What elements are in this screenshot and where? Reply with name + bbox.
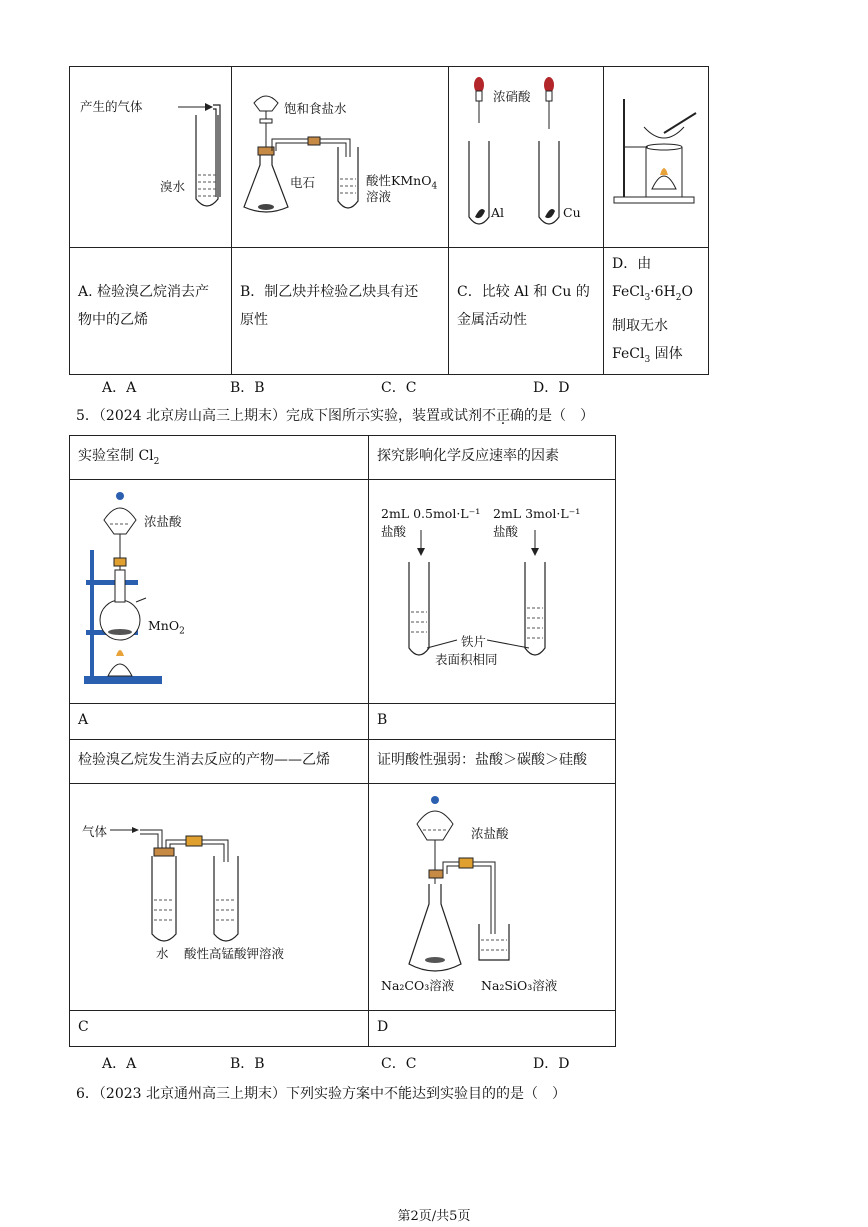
na2co3-label: Na₂CO₃溶液 <box>381 978 455 993</box>
q5-image-d <box>369 784 616 1011</box>
gas-c-label: 气体 <box>82 824 108 839</box>
q6-stem: 6．（2023 北京通州高三上期末）下列实验方案中不能达到实验目的的是（ ） <box>76 1086 566 1102</box>
left-conc-label: 2mL 0.5mol·L⁻¹ <box>381 506 481 521</box>
q5-title-d: 证明酸性强弱：盐酸＞碳酸＞硅酸 <box>369 740 616 784</box>
q5-emphasis: 不正确 <box>482 408 524 424</box>
q5-image-b <box>369 480 616 704</box>
conc-hcl-d-label: 浓盐酸 <box>471 826 509 841</box>
q4-option-a[interactable]: A．A <box>102 380 137 396</box>
apparatus-ethylene-icon <box>70 784 368 1010</box>
q4-option-c[interactable]: C．C <box>381 380 417 396</box>
kmno4-c-label: 酸性高锰酸钾溶液 <box>184 946 285 961</box>
q5-stem: 5．（2024 北京房山高三上期末）完成下图所示实验，装置或试剂不正确的是（ ） <box>76 405 594 425</box>
kmno4-label: 酸性KMnO$_4$ <box>366 173 438 192</box>
cu-label: Cu <box>563 205 581 220</box>
q4-image-b <box>232 67 449 248</box>
q4-image-c <box>449 67 604 248</box>
gas-label: 产生的气体 <box>80 99 143 114</box>
q4-desc-c <box>449 248 604 375</box>
calcium-carbide-label: 电石 <box>290 175 316 190</box>
q4-option-d[interactable]: D．D <box>533 380 570 396</box>
q5-option-c[interactable]: C．C <box>381 1056 417 1072</box>
right-acid-label: 盐酸 <box>493 524 519 539</box>
q4-d-formula-1: $FeCl_3\cdot 6H_2O$ <box>612 284 693 303</box>
q5-title-b: 探究影响化学反应速率的因素 <box>369 436 616 480</box>
iron-label: 铁片 <box>461 634 487 649</box>
q4-image-a <box>70 67 232 248</box>
surface-area-label: 表面积相同 <box>435 652 498 667</box>
q5-letter-d: D <box>369 1011 616 1047</box>
mno2-label: MnO$_2$ <box>148 618 185 637</box>
conc-nitric-acid-label: 浓硝酸 <box>493 89 531 104</box>
apparatus-a-icon <box>70 67 231 247</box>
q5-letter-a: A <box>70 704 369 740</box>
q4-d-text-3: 制取无水 <box>612 317 668 334</box>
q5-letter-c: C <box>70 1011 369 1047</box>
q4-c-text-1: C．比较 Al 和 Cu 的 <box>457 284 590 300</box>
q4-a-text-1: A. 检验溴乙烷消去产 <box>78 284 210 300</box>
q4-b-text-1: B．制乙炔并检验乙炔具有还 <box>240 284 419 300</box>
q4-image-d <box>604 67 709 248</box>
q5-option-b[interactable]: B．B <box>230 1056 265 1072</box>
q4-b-text-2: 原性 <box>240 312 268 328</box>
q5-table <box>69 435 616 1047</box>
q5-title-c: 检验溴乙烷发生消去反应的产物——乙烯 <box>70 740 369 784</box>
q4-d-formula-2: FeCl$_3$ 固体 <box>612 345 683 365</box>
na2sio3-label: Na₂SiO₃溶液 <box>481 978 558 993</box>
q4-desc-b <box>232 248 449 375</box>
q5-image-a <box>70 480 369 704</box>
apparatus-d-icon <box>604 67 708 247</box>
q5-letter-b: B <box>369 704 616 740</box>
bromine-water-label: 溴水 <box>160 179 186 194</box>
conc-hcl-label: 浓盐酸 <box>144 514 182 529</box>
q4-c-text-2: 金属活动性 <box>457 312 527 328</box>
q4-table <box>69 66 709 375</box>
water-label: 水 <box>156 946 169 961</box>
apparatus-b-icon <box>232 67 448 247</box>
apparatus-cl2-icon <box>70 480 368 703</box>
q5-option-a[interactable]: A．A <box>102 1056 137 1072</box>
saturated-brine-label: 饱和食盐水 <box>284 101 347 116</box>
q4-desc-d <box>604 248 709 375</box>
q4-option-b[interactable]: B．B <box>230 380 265 396</box>
solution-label: 溶液 <box>366 189 392 204</box>
q5-title-a: 实验室制 $Cl_2$ <box>70 436 369 480</box>
q4-a-text-2: 物中的乙烯 <box>78 312 148 328</box>
q5-image-c <box>70 784 369 1011</box>
q5-option-d[interactable]: D．D <box>533 1056 570 1072</box>
left-acid-label: 盐酸 <box>381 524 407 539</box>
right-conc-label: 2mL 3mol·L⁻¹ <box>493 506 581 521</box>
q4-d-text-1: D．由 <box>612 256 652 272</box>
page-footer: 第2页/共5页 <box>397 1209 471 1224</box>
al-label: Al <box>491 205 505 220</box>
q4-desc-a <box>70 248 232 375</box>
